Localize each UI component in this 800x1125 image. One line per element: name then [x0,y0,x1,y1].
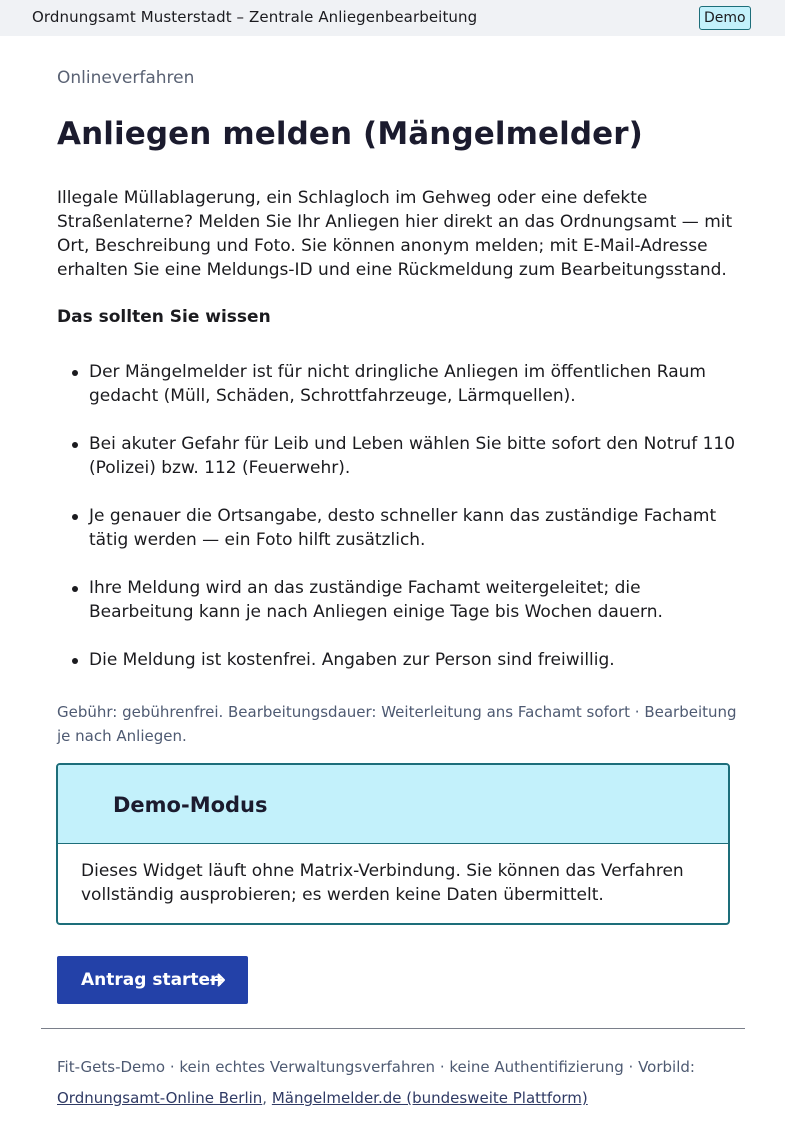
demo-mode-box [56,763,730,925]
arrow-right-icon [209,971,227,989]
demo-badge: Demo [699,6,751,30]
start-application-label: Antrag starten [81,970,223,990]
footer-link-maengelmelder[interactable]: Mängelmelder.de (bundesweite Plattform) [271,1089,588,1107]
info-list-item: Bei akuter Gefahr für Leib und Leben wählen Sie bitte sofort den Notruf 110 (Polizei) bzw. 112 (Feuerwehr). [57,432,747,480]
start-application-button[interactable] [57,956,248,1004]
intro-text: Illegale Müllablagerung, ein Schlagloch im Gehweg oder eine defekte Straßenlaterne? Melden Sie Ihr Anliegen hier direkt an das Ordnungsamt — mit Ort, Beschreibung und Foto. Sie können anonym melden; mit E-Mail-Adresse erhalten Sie eine Meldungs-ID und eine Rückmeldung zum Bearbeitungsstand. [57,188,733,280]
page-title: Anliegen melden (Mängelmelder) [57,116,643,152]
info-list-item: Der Mängelmelder ist für nicht dringliche Anliegen im öffentlichen Raum gedacht (Müll, Schäden, Schrottfahrzeuge, Lärmquellen). [57,360,747,408]
info-list-item: Die Meldung ist kostenfrei. Angaben zur Person sind freiwillig. [57,648,747,672]
info-list-item: Ihre Meldung wird an das zuständige Fachamt weitergeleitet; die Bearbeitung kann je nach Anliegen einige Tage bis Wochen dauern. [57,576,747,624]
info-heading: Das sollten Sie wissen [57,307,271,327]
info-list-item: Je genauer die Ortsangabe, desto schneller kann das zuständige Fachamt tätig werden — ein Foto hilft zusätzlich. [57,504,747,552]
page-kicker: Onlineverfahren [57,68,195,88]
fee-note: Gebühr: gebührenfrei. Bearbeitungsdauer: Weiterleitung ans Fachamt sofort · Bearbeitung je nach Anliegen. [57,703,737,745]
info-list [57,360,747,696]
footer-divider [41,1028,745,1029]
footer-separator: , [262,1089,268,1107]
agency-title: Ordnungsamt Musterstadt – Zentrale Anliegenbearbeitung [32,8,478,26]
footer-link-ordnungsamt-berlin[interactable]: Ordnungsamt-Online Berlin [57,1089,263,1107]
demo-mode-body: Dieses Widget läuft ohne Matrix-Verbindung. Sie können das Verfahren vollständig ausprobieren; es werden keine Daten übermittelt. [81,861,684,905]
footer [57,1052,757,1114]
top-bar [0,0,785,36]
demo-mode-header [58,765,728,844]
demo-mode-title: Demo-Modus [113,793,268,817]
footer-text: Fit-Gets-Demo · kein echtes Verwaltungsverfahren · keine Authentifizierung · Vorbild: [57,1058,695,1076]
